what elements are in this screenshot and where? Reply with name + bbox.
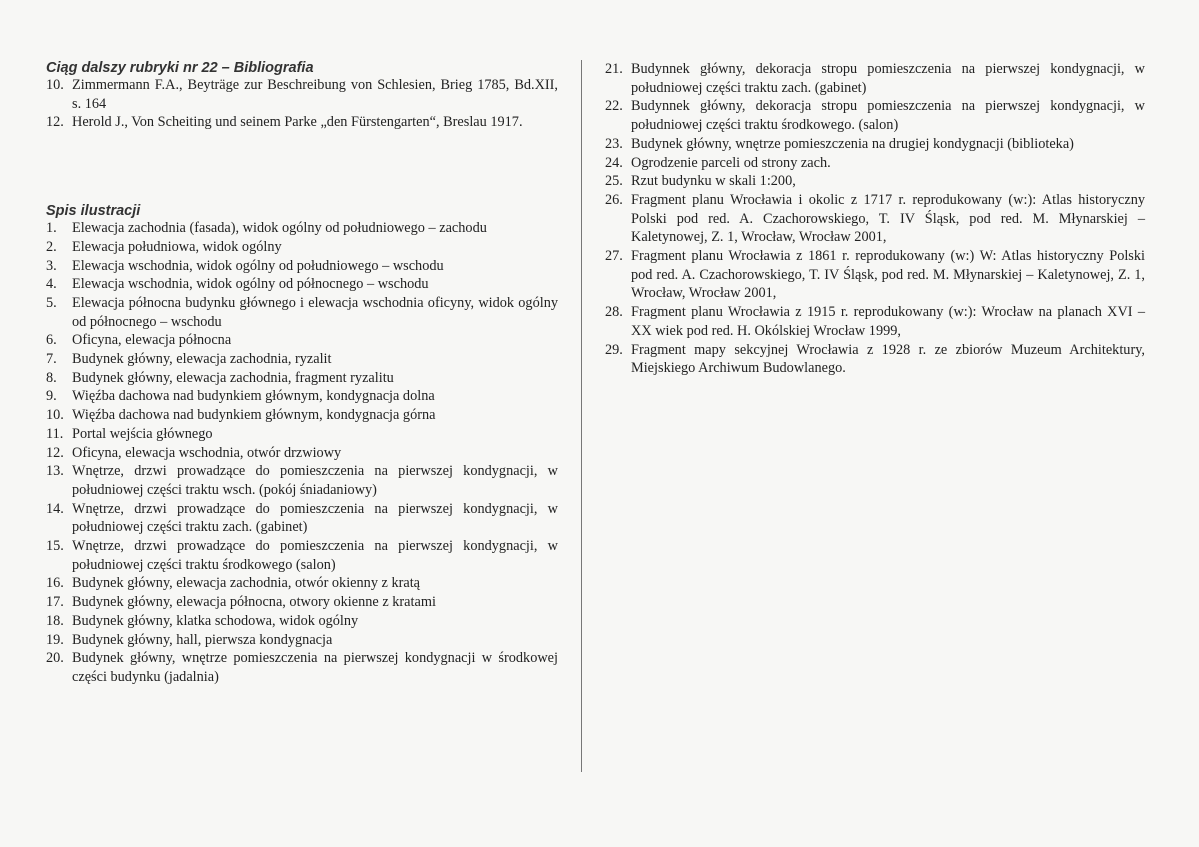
list-item-number: 20. (46, 650, 64, 667)
list-item-number: 25. (605, 173, 623, 190)
list-item-number: 10. (46, 77, 64, 93)
list-item-number: 15. (46, 538, 64, 555)
list-item-text: Więźba dachowa nad budynkiem głównym, kondygnacja górna (72, 407, 436, 424)
list-item-text: Wnętrze, drzwi prowadzące do pomieszczenia na pierwszej kondygnacji, w południowej części traktu środkowego (salon) (72, 538, 558, 573)
list-item-number: 2. (46, 238, 57, 255)
illustrations-list-left (46, 219, 558, 687)
list-item-text: Elewacja północna budynku głównego i elewacja wschodnia oficyny, widok ogólny od północnego – wschodu (72, 294, 558, 330)
list-item-number: 26. (605, 191, 623, 208)
list-item-text: Rzut budynku w skali 1:200, (631, 173, 796, 190)
list-item-number: 27. (605, 248, 623, 265)
illustration-item (46, 631, 558, 650)
list-item-number: 16. (46, 575, 64, 592)
bibliography-item (46, 76, 558, 113)
list-item-text: Fragment planu Wrocławia z 1861 r. reprodukowany (w:) W: Atlas historyczny Polski pod red. A. Czachorowskiego, T. IV Śląsk, pod red. M. Młynarskiej – Kaletynowej, Z. 1, Wrocław, Wrocław 2001, (631, 248, 1145, 302)
list-item-number: 13. (46, 463, 64, 480)
list-item-number: 11. (46, 425, 64, 442)
list-item-number: 23. (605, 135, 623, 152)
right-column (605, 60, 1145, 378)
list-item-text: Budynek główny, klatka schodowa, widok ogólny (72, 612, 359, 629)
illustration-item (46, 387, 558, 406)
list-item-number: 18. (46, 612, 64, 629)
list-item-text: Oficyna, elewacja północna (72, 332, 232, 349)
illustrations-list-right (605, 60, 1145, 378)
illustration-item (46, 537, 558, 574)
list-item-number: 4. (46, 276, 57, 293)
illustration-item (46, 500, 558, 537)
list-item-text: Elewacja południowa, widok ogólny (72, 238, 282, 255)
list-item-number: 12. (46, 114, 64, 131)
left-column (46, 60, 558, 687)
list-item-number: 9. (46, 388, 57, 405)
list-item-text: Budynnek główny, dekoracja stropu pomieszczenia na pierwszej kondygnacji, w południowej części traktu środkowego. (salon) (631, 98, 1145, 134)
illustration-item (46, 350, 558, 369)
illustration-item (605, 154, 1145, 173)
list-item-text: Elewacja wschodnia, widok ogólny od południowego – wschodu (72, 257, 444, 274)
list-item-text: Wnętrze, drzwi prowadzące do pomieszczenia na pierwszej kondygnacji, w południowej części traktu wsch. (pokój śniadaniowy) (72, 463, 558, 498)
list-item-text: Ogrodzenie parceli od strony zach. (631, 154, 831, 171)
list-item-text: Fragment planu Wrocławia i okolic z 1717 r. reprodukowany (w:): Atlas historyczny Polski pod red. A. Czachorowskiego, T. IV Śląsk, pod red. M. Młynarskiej – Kaletynowej, Z. 1, Wrocław, Wrocław 2001, (631, 191, 1145, 246)
list-item-number: 6. (46, 332, 57, 349)
list-item-number: 14. (46, 500, 64, 517)
list-item-text: Elewacja wschodnia, widok ogólny od północnego – wschodu (72, 276, 429, 293)
illustration-item (46, 275, 558, 294)
bibliography-heading: Ciąg dalszy rubryki nr 22 – Bibliografia (46, 60, 314, 76)
illustration-item (605, 135, 1145, 154)
list-item-number: 5. (46, 294, 57, 311)
illustration-item (605, 303, 1145, 340)
list-item-number: 29. (605, 341, 623, 358)
illustration-item (46, 593, 558, 612)
list-item-text: Więźba dachowa nad budynkiem głównym, kondygnacja dolna (72, 388, 435, 405)
illustration-item (46, 294, 558, 331)
list-item-text: Fragment mapy sekcyjnej Wrocławia z 1928 r. ze zbiorów Muzeum Architektury, Miejskiego Archiwum Budowlanego. (631, 341, 1145, 377)
list-item-number: 19. (46, 631, 64, 648)
list-item-text: Oficyna, elewacja wschodnia, otwór drzwiowy (72, 444, 342, 461)
illustration-item (46, 406, 558, 425)
list-item-number: 7. (46, 351, 57, 368)
list-item-text: Budynek główny, elewacja zachodnia, fragment ryzalitu (72, 369, 394, 386)
list-item-text: Budynek główny, hall, pierwsza kondygnacja (72, 631, 333, 648)
illustration-item (605, 97, 1145, 134)
list-item-number: 21. (605, 61, 623, 77)
list-item-text: Budynek główny, wnętrze pomieszczenia na pierwszej kondygnacji w środkowej części budynku (jadalnia) (72, 650, 558, 685)
list-item-number: 22. (605, 98, 623, 115)
column-divider (581, 60, 582, 772)
illustration-item (46, 574, 558, 593)
illustration-item (46, 612, 558, 631)
illustration-item (46, 425, 558, 444)
list-item-text: Zimmermann F.A., Beyträge zur Beschreibung von Schlesien, Brieg 1785, Bd.XII, s. 164 (72, 77, 558, 112)
illustration-item (605, 172, 1145, 191)
illustrations-heading: Spis ilustracji (46, 203, 141, 220)
illustration-item (605, 341, 1145, 378)
illustration-item (605, 60, 1145, 97)
list-item-text: Budynek główny, elewacja zachodnia, ryzalit (72, 351, 332, 368)
list-item-text: Herold J., Von Scheiting und seinem Parke „den Fürstengarten“, Breslau 1917. (72, 114, 523, 131)
list-item-number: 3. (46, 257, 57, 274)
illustration-item (46, 219, 558, 238)
list-item-number: 1. (46, 220, 57, 237)
list-item-number: 12. (46, 444, 64, 461)
illustration-item (46, 331, 558, 350)
list-item-text: Elewacja zachodnia (fasada), widok ogólny od południowego – zachodu (72, 220, 487, 237)
illustration-item (605, 191, 1145, 247)
illustration-item (46, 369, 558, 388)
illustration-item (46, 257, 558, 276)
bibliography-item (46, 113, 558, 132)
list-item-text: Portal wejścia głównego (72, 425, 213, 442)
illustration-item (605, 247, 1145, 303)
list-item-number: 24. (605, 154, 623, 171)
list-item-text: Budynek główny, elewacja zachodnia, otwór okienny z kratą (72, 575, 421, 592)
list-item-number: 17. (46, 594, 64, 611)
list-item-number: 28. (605, 304, 623, 321)
list-item-number: 8. (46, 369, 57, 386)
list-item-text: Wnętrze, drzwi prowadzące do pomieszczenia na pierwszej kondygnacji, w południowej części traktu zach. (gabinet) (72, 500, 558, 536)
illustration-item (46, 238, 558, 257)
list-item-text: Budynek główny, elewacja północna, otwory okienne z kratami (72, 594, 436, 611)
illustration-item (46, 444, 558, 463)
list-item-text: Budynnek główny, dekoracja stropu pomieszczenia na pierwszej kondygnacji, w południowej części traktu zach. (gabinet) (631, 61, 1145, 96)
illustration-item (46, 462, 558, 499)
list-item-number: 10. (46, 407, 64, 424)
list-item-text: Fragment planu Wrocławia z 1915 r. reprodukowany (w:): Wrocław na planach XVI – XX wiek pod red. H. Okólskiej Wrocław 1999, (631, 304, 1145, 339)
bibliography-list (46, 76, 558, 132)
illustration-item (46, 649, 558, 686)
list-item-text: Budynek główny, wnętrze pomieszczenia na drugiej kondygnacji (biblioteka) (631, 135, 1074, 152)
